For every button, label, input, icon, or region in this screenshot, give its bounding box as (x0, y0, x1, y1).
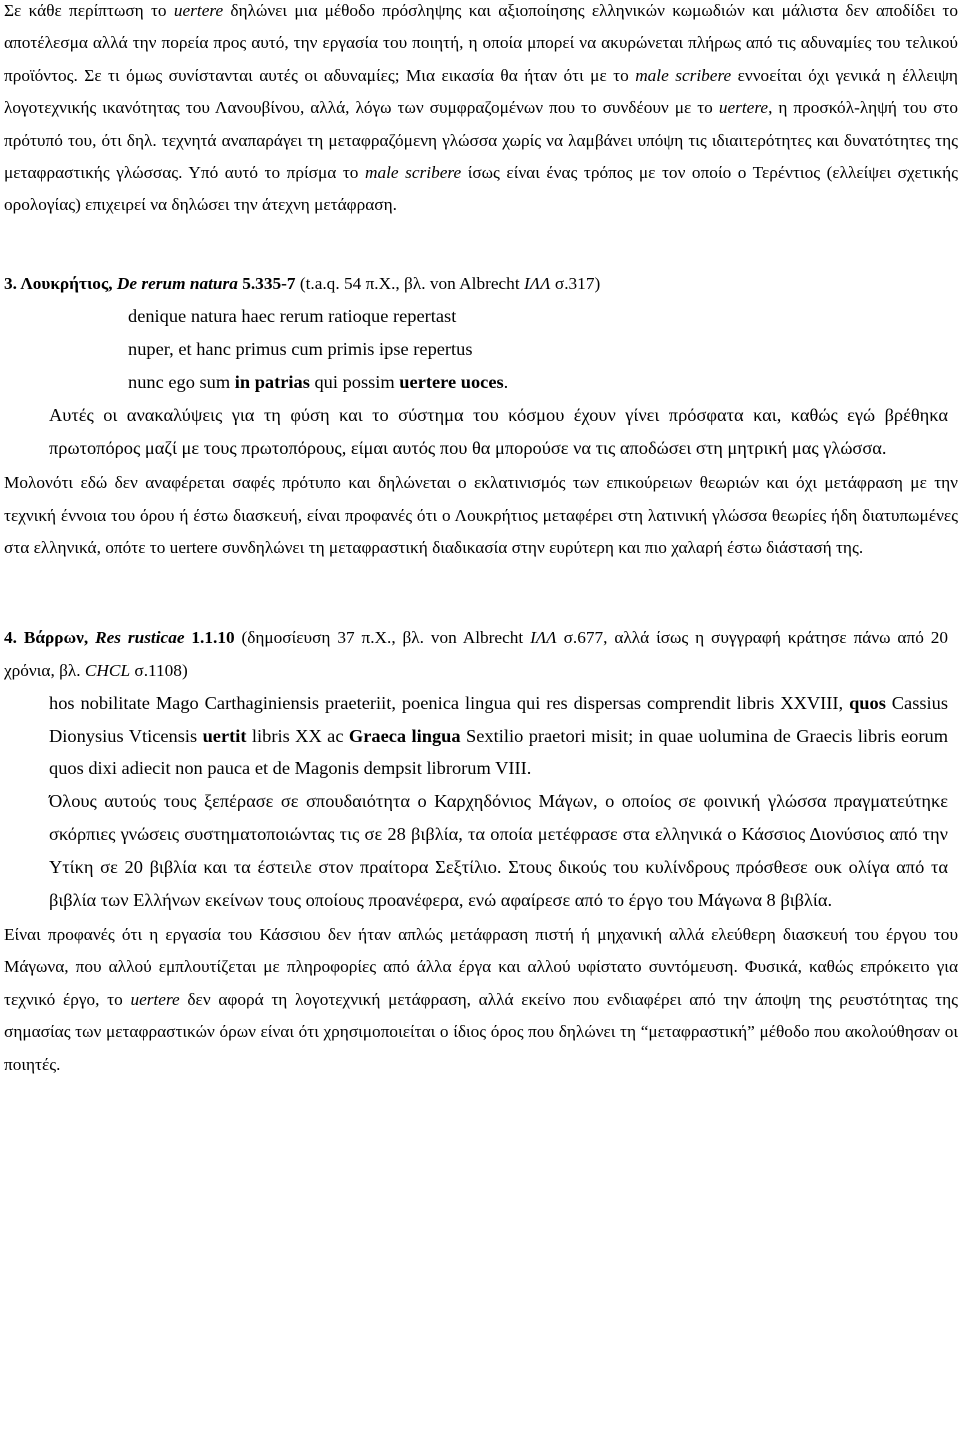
text: σ.677, αλλά ίσως η συγγραφή κράτησε πάνω από 20 χρόνια, βλ. (4, 628, 948, 680)
latin-quote-varro: hos nobilitate Mago Carthaginiensis praeteriit, poenica lingua qui res dispersas comprendit libris XXVIII, quos Cassius Dionysius Vticensis uertit libris XX ac Graeca lingua Sextilio praetori misit; in quae uolumina de Graecis libris eorum quos dixi adiecit non pauca et de Magonis dempsit librorum VIII. (49, 693, 948, 779)
spacer (0, 564, 960, 622)
latin-quote-lucretius (128, 300, 950, 399)
paragraph-varro-commentary: Είναι προφανές ότι η εργασία του Κάσσιου δεν ήταν απλώς μετάφραση πιστή ή μηχανική αλλά ελεύθερη διασκευή του έργου του Μάγωνα, που αλλού εμπλουτίζεται με πληροφορίες από άλλα έργα και αλλού υφίστατο συντόμευση. Φυσικά, καθώς επρόκειτο για τεχνικό έργο, το uertere δεν αφορά τη λογοτεχνική μετάφραση, αλλά εκείνο που ενδιαφέρει από την άποψη της ρευστότητας της σημασίας των μεταφραστικών όρων είναι ότι χρησιμοποιείται ο ίδιος όρος που δηλώνει τη “μεταφραστική” μέθοδο που ακολούθησαν οι ποιητές. (4, 925, 958, 1074)
abbreviation: ΙΛΛ (530, 628, 557, 648)
section-4-heading (0, 622, 960, 687)
section-3-heading (0, 268, 960, 300)
text: δηλώνει μια μέθοδο πρόσληψης και αξιοποίησης ελληνικών κωμωδιών και μάλιστα δεν αποδίδει το αποτέλεσμα αλλά την πορεία προς αυτό, την εργασία του ποιητή, η οποία μπορεί να ακυρώνεται πλήρως από τις αδυναμίες του τελικού προϊόντος. Σε τι όμως συνίστανται αυτές οι αδυναμίες; Μια εικασία θα ήταν ότι με το (4, 1, 958, 85)
latin-term: uertere (130, 989, 180, 1009)
spacer (0, 222, 960, 268)
quote-line: denique natura haec rerum ratioque repertast (128, 306, 457, 327)
section-number: 4. (4, 628, 24, 648)
passage-reference: 1.1.10 (184, 628, 235, 648)
emphasis: quos (849, 693, 886, 714)
author-name: Λουκρήτιος, (20, 273, 117, 293)
work-title: De rerum natura (116, 273, 238, 293)
text: σ.317) (550, 273, 601, 293)
emphasis: uertit (202, 725, 247, 746)
text: Σε κάθε περίπτωση το (4, 1, 174, 20)
text: ίσως είναι ένας τρόπος με τον οποίο ο Τερέντιος (ελλείψει σχετικής ορολογίας) επιχειρεί να δηλώσει την άτεχνη μετάφραση. (4, 163, 958, 215)
text: (t.a.q. 54 π.Χ., βλ. von Albrecht (295, 273, 524, 293)
text: σ.1108) (130, 660, 188, 680)
latin-term: uertere (718, 98, 769, 118)
text: , η προσκόλ-ληψή του στο πρότυπό του, ότι δηλ. τεχνητά αναπαράγει τη μεταφραζόμενη γλώσσα χωρίς να λαμβάνει υπόψη τις ιδιαιτερότητες και δυνατότητες της μεταφραστικής γλώσσας. Υπό αυτό το πρίσμα το (4, 98, 958, 183)
abbreviation: CHCL (84, 660, 131, 680)
latin-term: male scribere (635, 65, 732, 85)
latin-term: male scribere (365, 163, 462, 183)
emphasis: in patrias (234, 372, 310, 393)
text: εννοείται όχι γενικά η έλλειψη λογοτεχνικής ικανότητας του Λανουβίνου, αλλά, λόγω των συμφραζομένων που το συνδέουν με το (4, 65, 958, 118)
emphasis: Graeca lingua (348, 725, 461, 746)
quote-line: nunc ego sum in patrias qui possim uertere uoces. (128, 372, 509, 393)
greek-translation-varro: Όλους αυτούς τους ξεπέρασε σε σπουδαιότητα ο Καρχηδόνιος Μάγων, ο οποίος σε φοινική γλώσσα πραγματεύτηκε σκόρπιες γνώσεις συστηματοποιώντας τις σε 28 βιβλία, τα οποία μετέφρασε στα ελληνικά ο Κάσσιος Διονύσιος από την Υτίκη σε 20 βιβλία και τα έστειλε στον πραίτορα Σεξτίλιο. Στους δικούς του κυλίνδρους πρόσθεσε ουκ ολίγα από τα βιβλία των Ελλήνων εκείνων τους οποίους προανέφερα, ενώ αφαίρεσε από το έργο του Μάγωνα 8 βιβλία. (49, 791, 948, 911)
paragraph-terence-commentary (0, 0, 960, 222)
author-name: Βάρρων, (23, 628, 96, 648)
greek-translation-lucretius: Αυτές οι ανακαλύψεις για τη φύση και το σύστημα του κόσμου έχουν γίνει πρόσφατα και, καθώς εγώ βρέθηκα πρωτοπόρος μαζί με τους πρωτοπόρους, είμαι αυτός που θα μπορούσε να τις αποδώσει στη μητρική μας γλώσσα. (49, 405, 948, 459)
text: (δημοσίευση 37 π.Χ., βλ. von Albrecht (234, 628, 531, 648)
section-number: 3. (4, 273, 21, 293)
emphasis: uertere uoces (399, 372, 504, 393)
quote-line: nuper, et hanc primus cum primis ipse repertus (128, 339, 473, 360)
work-title: Res rusticae (95, 628, 185, 648)
abbreviation: ΙΛΛ (523, 273, 551, 293)
latin-term: uertere (173, 1, 224, 20)
passage-reference: 5.335-7 (237, 273, 296, 293)
paragraph-lucretius-commentary: Μολονότι εδώ δεν αναφέρεται σαφές πρότυπο και δηλώνεται ο εκλατινισμός των επικούρειων θεωριών και όχι μετάφραση με την τεχνική έννοια του όρου ή έστω διασκευή, είναι προφανές ότι ο Λουκρήτιος μεταφέρει στη λατινική γλώσσα θεωρίες ήδη διατυπωμένες στα ελληνικά, οπότε το uertere συνδηλώνει τη μεταφραστική διαδικασία στην ευρύτερη και πιο χαλαρή έστω διάστασή της. (4, 473, 958, 558)
